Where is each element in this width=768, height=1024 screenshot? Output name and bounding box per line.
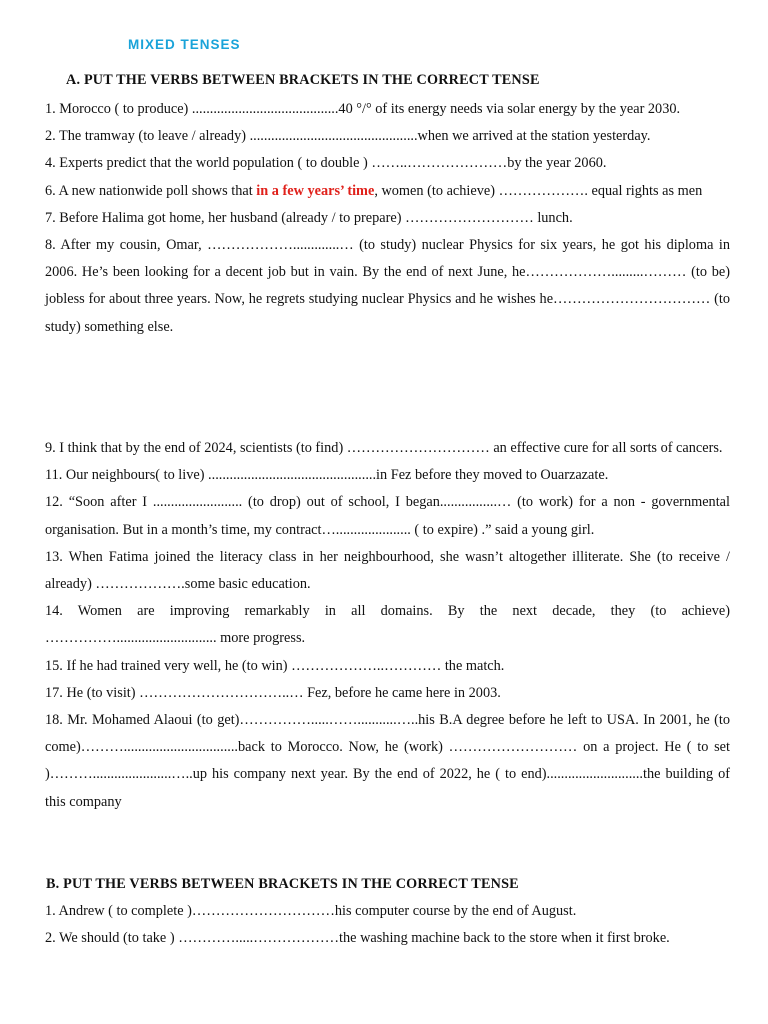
exercise-item-2: 2. The tramway (to leave / already) ...............................................when we arrived at the station yesterday. [45,128,651,145]
section-a-items-part1 [45,96,730,341]
section-a-items-part2 [45,435,730,816]
exercise-item-12: 12. “Soon after I ......................... (to drop) out of school, I began................… (to work) for a non - governmental organisation. But in a month’s time, my contract…..................... ( to expire) .” said a young girl. [45,494,730,538]
exercise-item-8: 8. After my cousin, Omar, ……………….............… (to study) nuclear Physics for six years, he got his diploma in 2006. He’s been looking for a decent job but in vain. By the end of next June, he……………….........……… (to be) jobless for about three years. Now, he regrets studying nuclear Physics and he wishes he…………………………… (to study) something else. [45,237,730,335]
exercise-item-18: 18. Mr. Mohamed Alaoui (to get)…………….....……...........…..his B.A degree before he left to USA. In 2001, he (to come)………................................back to Morocco. Now, he (work) ……………………… on a project. He ( to set )………......................…..up his company next year. By the end of 2022, he ( to end)...........................the building of this company [45,712,730,810]
worksheet-title: MIXED TENSES [128,37,241,52]
section-a-heading: A. PUT THE VERBS BETWEEN BRACKETS IN THE CORRECT TENSE [66,72,540,88]
exercise-b-item-2: 2. We should (to take ) ………….....………………the washing machine back to the store when it first broke. [45,930,670,947]
exercise-item-11: 11. Our neighbours( to live) ...............................................in Fez before they moved to Ouarzazate. [45,467,609,484]
section-b-heading: B. PUT THE VERBS BETWEEN BRACKETS IN THE CORRECT TENSE [46,876,519,892]
section-b-items [45,898,730,952]
exercise-item-7: 7. Before Halima got home, her husband (already / to prepare) ……………………… lunch. [45,209,573,226]
item-6-highlight: in a few years’ time [256,182,375,199]
exercise-item-4: 4. Experts predict that the world population ( to double ) ……..…………………by the year 2060. [45,155,607,172]
exercise-b-item-1: 1. Andrew ( to complete )…………………………his computer course by the end of August. [45,903,577,919]
exercise-item-6 [45,178,730,205]
item-6-text-after: , women (to achieve) ………………. equal rights as men [374,182,703,199]
exercise-item-15: 15. If he had trained very well, he (to win) ………………..………… the match. [45,657,505,674]
exercise-item-1: 1. Morocco ( to produce) .........................................40 °/° of its energy needs via solar energy by the year 2030. [45,101,681,117]
exercise-item-17: 17. He (to visit) …………………………..… Fez, before he came here in 2003. [45,684,501,701]
exercise-item-13: 13. When Fatima joined the literacy class in her neighbourhood, she wasn’t altogether illiterate. She (to receive / already) ……………….some basic education. [45,548,730,593]
exercise-item-14: 14. Women are improving remarkably in all domains. By the next decade, they (to achieve) ……………............................ more progress. [45,603,730,647]
exercise-item-9: 9. I think that by the end of 2024, scientists (to find) ………………………… an effective cure for all sorts of cancers. [45,440,723,456]
item-6-text-before: 6. A new nationwide poll shows that [45,182,257,199]
